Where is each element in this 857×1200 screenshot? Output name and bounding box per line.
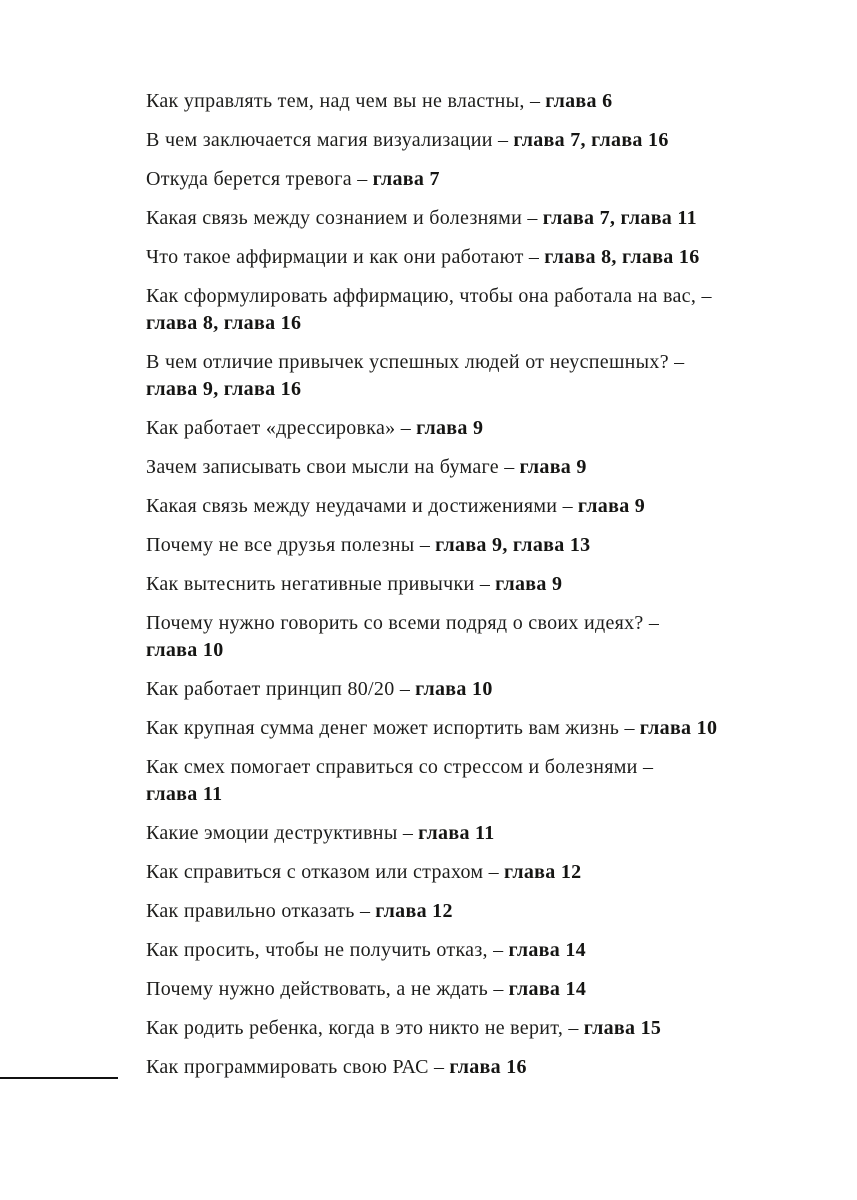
toc-item [146, 1015, 806, 1042]
toc-item [146, 754, 806, 808]
toc-item [146, 454, 806, 481]
toc-item-chapter-ref: глава 11 [418, 822, 495, 844]
toc-item [146, 976, 806, 1003]
toc-item-question: Какая связь между сознанием и болезнями – [146, 207, 538, 229]
toc-item-question: Откуда берется тревога – [146, 168, 368, 190]
toc-item-chapter-ref: глава 9 [577, 495, 646, 517]
toc-item-question: Как управлять тем, над чем вы не властны, – [146, 90, 541, 112]
toc-item [146, 715, 806, 742]
toc-item-question: Почему не все друзья полезны – [146, 534, 431, 556]
toc-item [146, 820, 806, 847]
toc-item-chapter-ref: глава 10 [146, 639, 224, 661]
toc-item-chapter-ref: глава 8, глава 16 [544, 246, 700, 268]
toc-item-chapter-ref: глава 7 [372, 168, 440, 190]
toc-item [146, 205, 806, 232]
toc-item-chapter-ref: глава 9, глава 16 [146, 378, 302, 400]
toc-item-chapter-ref: глава 7, глава 11 [542, 207, 697, 229]
toc-item-question: Как родить ребенка, когда в это никто не верит, – [146, 1017, 579, 1039]
toc-item-chapter-ref: глава 9 [416, 417, 484, 439]
toc-item-question: Какая связь между неудачами и достижениями – [146, 495, 573, 517]
toc-item-chapter-ref: глава 7, глава 16 [513, 129, 669, 151]
toc-item [146, 283, 806, 337]
toc-item-chapter-ref: глава 15 [583, 1017, 662, 1039]
toc-item-question: Почему нужно говорить со всеми подряд о своих идеях? – [146, 612, 660, 634]
toc-item-question: Как справиться с отказом или страхом – [146, 861, 499, 883]
toc-item-question: Какие эмоции деструктивны – [146, 822, 414, 844]
toc-item [146, 415, 806, 442]
toc-item-chapter-ref: глава 8, глава 16 [146, 312, 302, 334]
toc-item-chapter-ref: глава 10 [415, 678, 493, 700]
toc-item [146, 937, 806, 964]
toc-item [146, 676, 806, 703]
toc-item [146, 610, 806, 664]
toc-item [146, 493, 806, 520]
toc-item-chapter-ref: глава 9 [519, 456, 587, 478]
toc-item-chapter-ref: глава 9, глава 13 [435, 534, 591, 556]
toc-item-question: Как просить, чтобы не получить отказ, – [146, 939, 504, 961]
toc-item [146, 349, 806, 403]
toc-item [146, 88, 806, 115]
toc-item-question: В чем отличие привычек успешных людей от неуспешных? – [146, 351, 685, 373]
toc-item-question: Как сформулировать аффирмацию, чтобы она работала на вас, – [146, 285, 712, 307]
toc-item-question: Как крупная сумма денег может испортить вам жизнь – [146, 717, 635, 739]
toc-item [146, 571, 806, 598]
toc-item-question: Как правильно отказать – [146, 900, 371, 922]
toc-item-chapter-ref: глава 11 [146, 783, 223, 805]
toc-item-question: Зачем записывать свои мысли на бумаге – [146, 456, 515, 478]
toc-item [146, 859, 806, 886]
divider-line [0, 1077, 118, 1079]
toc-item-chapter-ref: глава 12 [375, 900, 453, 922]
toc-item [146, 244, 806, 271]
toc-item-question: Что такое аффирмации и как они работают – [146, 246, 540, 268]
toc-item-chapter-ref: глава 16 [449, 1056, 527, 1078]
toc-item [146, 166, 806, 193]
toc-item-question: Как программировать свою РАС – [146, 1056, 445, 1078]
toc-item-chapter-ref: глава 9 [495, 573, 563, 595]
toc-item-chapter-ref: глава 6 [545, 90, 613, 112]
toc-list [146, 88, 806, 1093]
toc-item-chapter-ref: глава 10 [639, 717, 718, 739]
toc-item-chapter-ref: глава 14 [508, 978, 587, 1000]
toc-item [146, 898, 806, 925]
toc-item-question: Почему нужно действовать, а не ждать – [146, 978, 504, 1000]
toc-item-question: В чем заключается магия визуализации – [146, 129, 509, 151]
toc-item-question: Как смех помогает справиться со стрессом и болезнями – [146, 756, 654, 778]
toc-item [146, 127, 806, 154]
toc-item-question: Как работает «дрессировка» – [146, 417, 412, 439]
toc-item-chapter-ref: глава 12 [503, 861, 582, 883]
toc-item [146, 1054, 806, 1081]
toc-item [146, 532, 806, 559]
toc-item-question: Как работает принцип 80/20 – [146, 678, 411, 700]
toc-item-chapter-ref: глава 14 [508, 939, 586, 961]
toc-item-question: Как вытеснить негативные привычки – [146, 573, 491, 595]
